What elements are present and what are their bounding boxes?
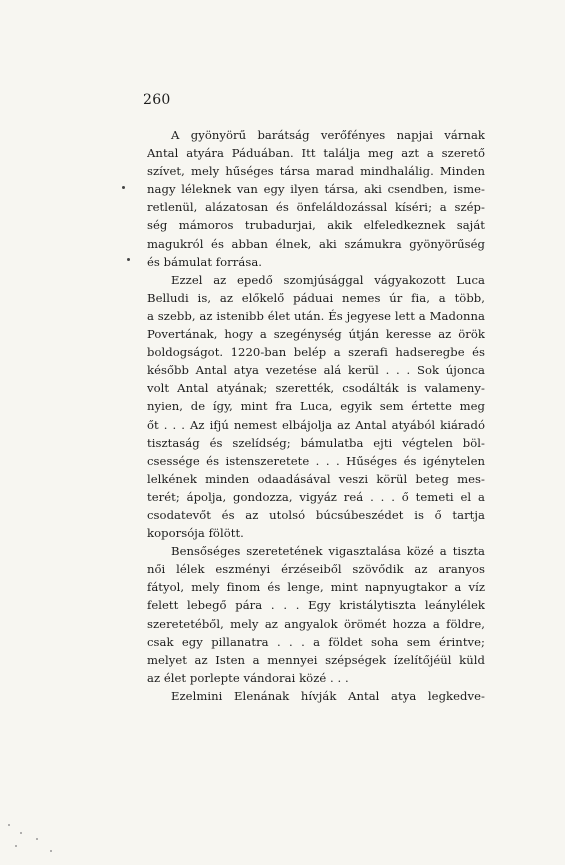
- text-line: magukról és abban élnek, aki számukra gyönyörűség: [147, 236, 485, 251]
- text-line: Bensőséges szeretetének vigasztalása közé a tiszta: [171, 544, 485, 559]
- text-line: volt Antal atyának; szerették, csodálták is valameny-: [147, 381, 485, 396]
- text-line: nyien, de így, mint fra Luca, egyik sem értette meg: [147, 399, 485, 414]
- text-line: terét; ápolja, gondozza, vigyáz reá . . . ő temeti el a: [147, 489, 485, 504]
- text-line: lelkének minden odaadásával veszi körül beteg mes-: [147, 471, 485, 486]
- text-line: felett lebegő pára . . . Egy kristálytiszta leánylélek: [147, 598, 485, 613]
- text-line: Ezzel az epedő szomjúsággal vágyakozott Luca: [171, 272, 485, 287]
- body-text: [147, 126, 485, 705]
- text-line: szívet, mely hűséges társa marad mindhalálig. Minden: [147, 164, 485, 179]
- text-line: A gyönyörű barátság verőfényes napjai várnak: [171, 128, 485, 142]
- page-number: 260: [143, 92, 171, 108]
- text-line: fátyol, mely finom és lenge, mint napnyugtakor a víz: [147, 580, 485, 595]
- text-line: az élet porlepte vándorai közé . . .: [147, 670, 349, 685]
- text-line: őt . . . Az ifjú nemest elbájolja az Antal atyából kiáradó: [147, 417, 485, 432]
- scan-edge-artifacts: [6, 820, 66, 860]
- text-line: boldogságot. 1220-ban belép a szerafi hadseregbe és: [147, 345, 485, 360]
- margin-speck: [127, 258, 130, 261]
- text-line: Povertának, hogy a szegénység útján keresse az örök: [147, 327, 485, 342]
- text-line: retlenül, alázatosan és önfeláldozással kíséri; a szép-: [147, 200, 485, 215]
- text-line: tisztaság és szelídség; bámulatba ejti végtelen böl-: [147, 435, 485, 450]
- text-line: csodatevőt és az utolsó búcsúbeszédet is ő tartja: [147, 507, 485, 522]
- text-line: Ezelmini Elenának hívják Antal atya legkedve-: [171, 688, 485, 703]
- text-line: Antal atyára Páduában. Itt találja meg azt a szerető: [147, 146, 485, 161]
- text-line: a szebb, az istenibb élet után. És jegyese lett a Madonna: [147, 308, 485, 323]
- text-line: csessége és istenszeretete . . . Hűséges és igénytelen: [147, 453, 485, 468]
- margin-speck: [122, 186, 125, 189]
- text-line: koporsója fölött.: [147, 526, 244, 541]
- text-line: és bámulat forrása.: [147, 254, 263, 269]
- text-line: Belludi is, az előkelő páduai nemes úr fia, a több,: [147, 290, 485, 305]
- text-line: szeretetéből, mely az angyalok örömét hozza a földre,: [147, 616, 485, 631]
- text-line: ség mámoros trubadurjai, akik elfeledkeznek saját: [147, 218, 485, 233]
- text-line: később Antal atya vezetése alá kerül . . . Sok újonca: [147, 363, 485, 378]
- text-line: női lélek eszményi érzéseiből szövődik az aranyos: [147, 562, 485, 577]
- text-line: nagy léleknek van egy ilyen társa, aki csendben, isme-: [147, 182, 485, 197]
- text-line: csak egy pillanatra . . . a földet soha sem érintve;: [147, 634, 485, 649]
- text-line: melyet az Isten a mennyei szépségek ízelítőjéül küld: [147, 652, 485, 667]
